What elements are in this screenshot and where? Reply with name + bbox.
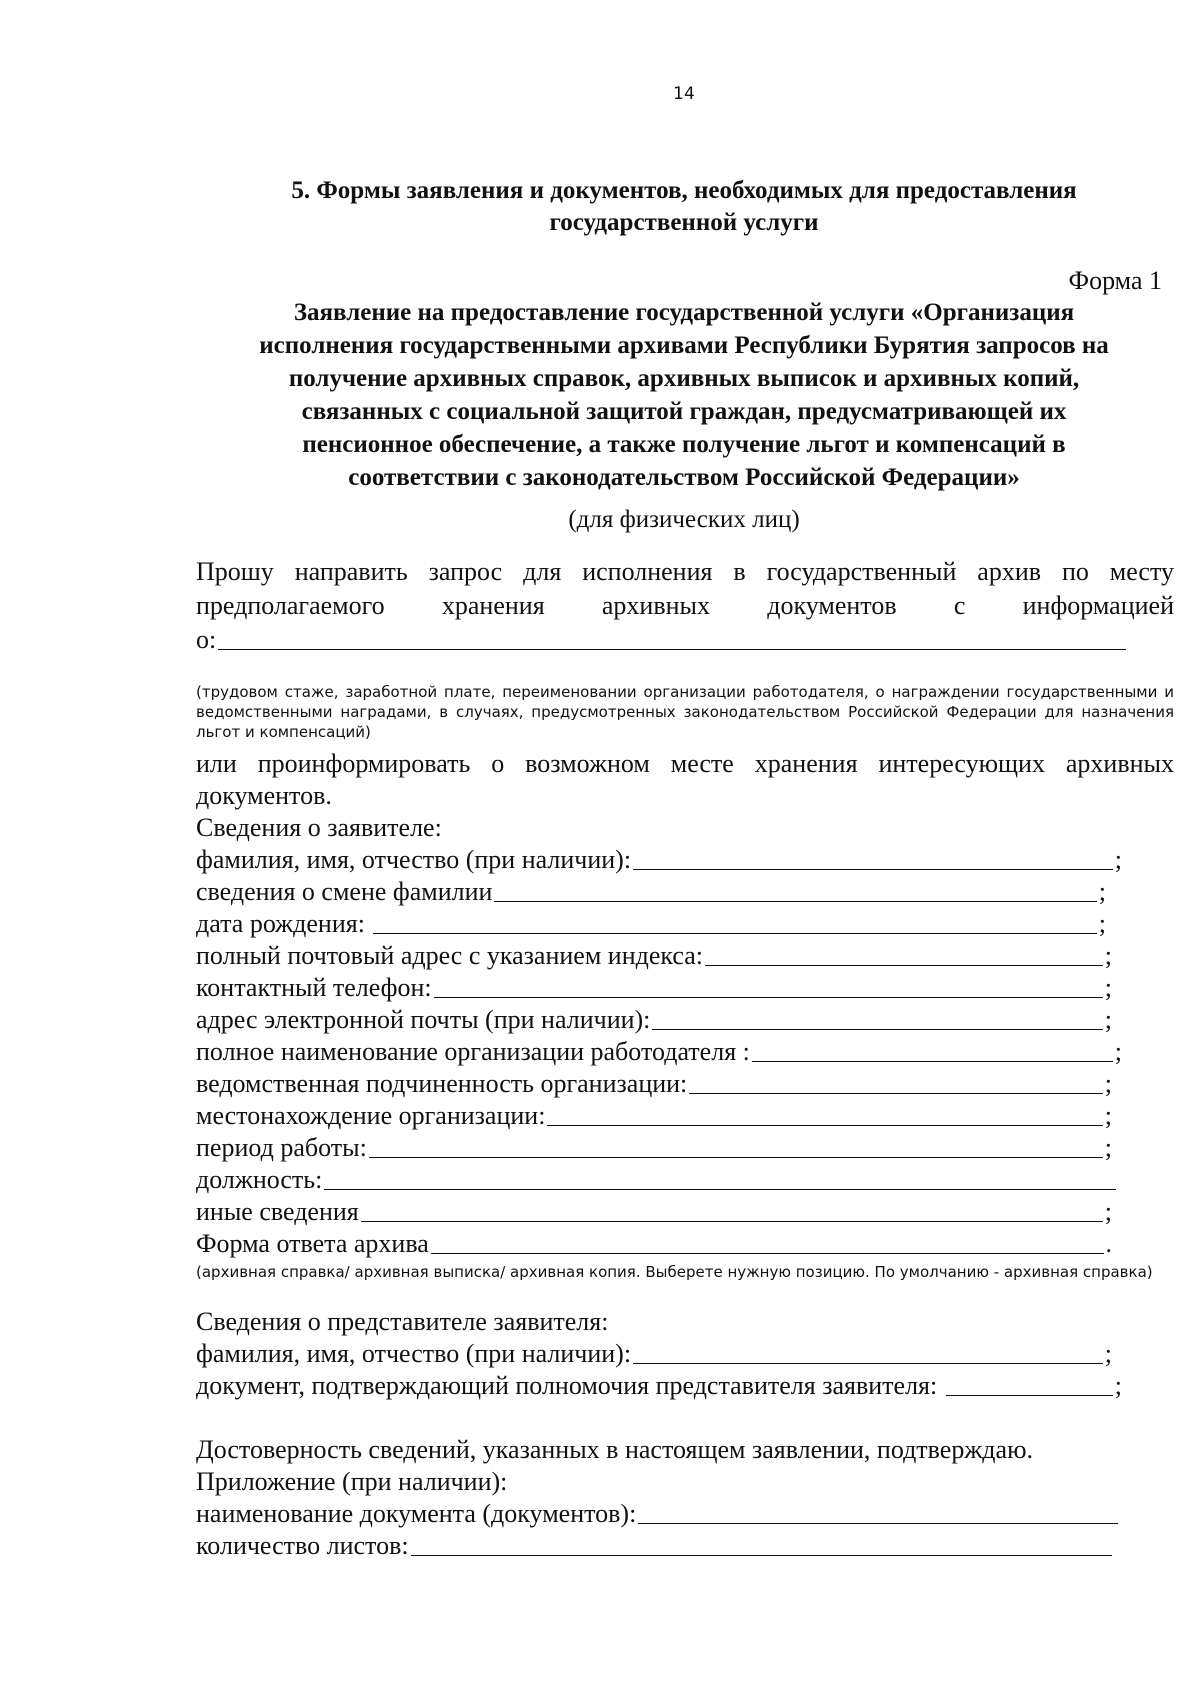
field-end: ; [1104,1005,1112,1034]
alternative-line-1: или проинформировать о возможном месте хранения интересующих архивных [196,749,1174,778]
work-period-field[interactable] [196,1132,1112,1164]
representative-authority-field[interactable] [196,1370,1122,1402]
field-label: наименование документа (документов): [196,1499,637,1528]
form-label: Форма 1 [1068,266,1162,295]
field-end: ; [1104,1101,1112,1130]
field-end: ; [1104,1069,1112,1098]
field-label: ведомственная подчиненность организации: [196,1069,688,1098]
field-label: Форма ответа архива [196,1229,429,1258]
applicant-email-field[interactable] [196,1004,1112,1036]
field-end: ; [1114,1037,1122,1066]
alternative-line-2: документов. [196,781,332,810]
attachment-pages-field[interactable] [196,1530,1112,1562]
field-blank[interactable] [633,1363,1103,1364]
field-label: контактный телефон: [196,973,432,1002]
attachment-heading: Приложение (при наличии): [196,1467,508,1496]
field-blank[interactable] [411,1555,1112,1556]
request-subject-label: о: [196,625,217,654]
request-subject-field[interactable] [196,624,1126,656]
form-title-line: получение архивных справок, архивных выписок и архивных копий, [288,365,1080,392]
field-label: адрес электронной почты (при наличии): [196,1005,651,1034]
employer-name-field[interactable] [196,1036,1122,1068]
form-title-line: исполнения государственными архивами Республики Бурятия запросов на [259,332,1109,359]
field-label: фамилия, имя, отчество (при наличии): [196,1339,632,1368]
form-title-line: Заявление на предоставление государственной услуги «Организация [293,299,1075,326]
field-blank[interactable] [547,1125,1102,1126]
field-end: ; [1104,973,1112,1002]
field-blank[interactable] [494,901,1096,902]
field-blank[interactable] [431,1253,1104,1254]
field-end: ; [1104,1339,1112,1368]
answer-form-note: (архивная справка/ архивная выписка/ архивная копия. Выберете нужную позицию. По умолчанию - архивная справка) [196,1263,1153,1281]
representative-heading: Сведения о представителе заявителя: [196,1307,609,1336]
field-end: ; [1104,941,1112,970]
field-label: количество листов: [196,1531,409,1560]
field-end: ; [1104,1133,1112,1162]
field-blank[interactable] [633,869,1113,870]
applicant-address-field[interactable] [196,940,1112,972]
form-subtitle: (для физических лиц) [568,506,800,533]
field-blank[interactable] [324,1189,1116,1190]
field-blank[interactable] [373,933,1096,934]
applicant-phone-field[interactable] [196,972,1112,1004]
applicant-heading: Сведения о заявителе: [196,813,442,842]
field-label: сведения о смене фамилии [196,877,493,906]
attachment-name-field[interactable] [196,1498,1118,1530]
field-label: местонахождение организации: [196,1101,546,1130]
field-label: фамилия, имя, отчество (при наличии): [196,845,632,874]
field-blank[interactable] [369,1157,1103,1158]
form-title-line: пенсионное обеспечение, а также получение льгот и компенсаций в [302,431,1066,458]
answer-form-field[interactable] [196,1228,1112,1260]
request-line-1: Прошу направить запрос для исполнения в государственный архив по месту [196,557,1174,586]
applicant-fio-field[interactable] [196,844,1122,876]
field-blank[interactable] [946,1395,1113,1396]
field-label: иные сведения [196,1197,359,1226]
employer-location-field[interactable] [196,1100,1112,1132]
employer-subordination-field[interactable] [196,1068,1112,1100]
position-field[interactable] [196,1164,1116,1196]
form-title-line: связанных с социальной защитой граждан, предусматривающей их [301,398,1067,425]
form-title-line: соответствии с законодательством Российской Федерации» [348,464,1020,491]
applicant-birthdate-field[interactable] [196,908,1106,940]
request-subject-blank[interactable] [218,649,1126,650]
field-end: ; [1114,845,1122,874]
field-label: полный почтовый адрес с указанием индекса: [196,941,703,970]
section-heading-line: 5. Формы заявления и документов, необходимых для предоставления [291,177,1077,204]
field-label: дата рождения: [196,909,372,938]
field-blank[interactable] [652,1029,1102,1030]
field-end: ; [1098,909,1106,938]
field-end: ; [1114,1371,1122,1400]
field-end: ; [1104,1197,1112,1226]
request-note: (трудовом стаже, заработной плате, переименовании организации работодателя, о награждении государственными и ведомственными наградами, в случаях, предусмотренных законодательством Российской Федерации для назначения льгот и компенсаций) [196,683,1174,741]
field-label: документ, подтверждающий полномочия представителя заявителя: [196,1371,944,1400]
field-blank[interactable] [638,1523,1118,1524]
field-blank[interactable] [705,965,1103,966]
request-line-2: предполагаемого хранения архивных документов с информацией [196,591,1174,620]
applicant-surname-change-field[interactable] [196,876,1106,908]
section-heading [180,175,1188,239]
field-blank[interactable] [689,1093,1102,1094]
field-label: период работы: [196,1133,367,1162]
field-blank[interactable] [752,1061,1113,1062]
field-blank[interactable] [434,997,1103,998]
field-label: должность: [196,1165,323,1194]
representative-fio-field[interactable] [196,1338,1112,1370]
field-label: полное наименование организации работодателя : [196,1037,750,1066]
form-title [180,296,1188,494]
field-blank[interactable] [361,1221,1103,1222]
page-number: 14 [673,84,695,104]
field-end: ; [1098,877,1106,906]
confirmation-text: Достоверность сведений, указанных в настоящем заявлении, подтверждаю. [196,1435,1033,1464]
field-end: . [1105,1229,1112,1258]
other-info-field[interactable] [196,1196,1112,1228]
section-heading-line: государственной услуги [549,209,819,236]
